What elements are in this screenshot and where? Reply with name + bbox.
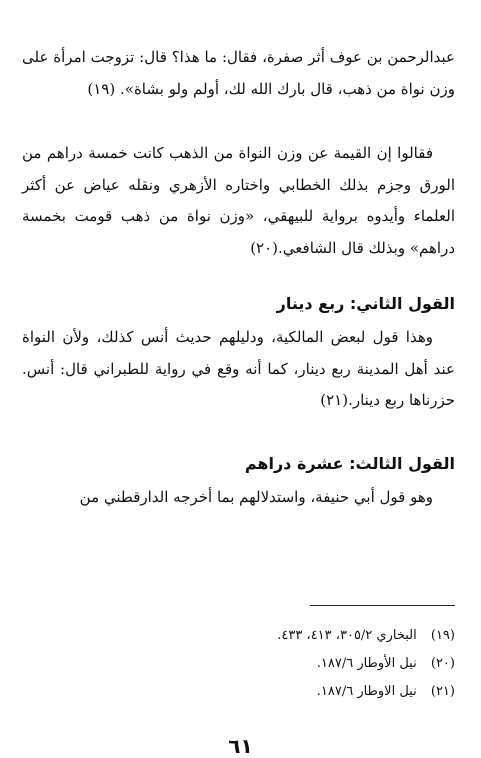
paragraph-second-opinion: وهذا قول لبعض المالكية، ودليلهم حديث أنس كذلك، ولأن النواة عند أهل المدينة ربع دينار، كما أنه وقع في رواية للطبراني قال: أنس. حزرناها ربع دينار.(٢١): [22, 328, 455, 409]
footnote-text: نيل الاوطار ١٨٧/٦.: [316, 684, 417, 699]
footnotes-list: [22, 622, 455, 706]
paragraph-1: عبدالرحمن بن عوف أثر صفرة، فقال: ما هذا؟ قال: تزوجت امرأة على وزن نواة من ذهب، قال بارك الله لك، أولم ولو بشاة». (١٩): [22, 48, 455, 98]
paragraph-2: فقالوا إن القيمة عن وزن النواة من الذهب كانت خمسة دراهم من الورق وجزم بذلك الخطابي واختاره الأزهري ونقله عياض عن أكثر العلماء وأيدوه برواية للبيهقي، «وزن نواة من ذهب قومت بخمسة دراهم» وبذلك قال الشافعي.(٢٠): [22, 144, 455, 257]
footnote-number: (١٩): [430, 628, 455, 643]
heading-third-opinion: القول الثالث: عشرة دراهم: [244, 454, 455, 473]
heading-second-opinion: القول الثاني: ربع دينار: [276, 294, 455, 313]
footnote-number: (٢١): [430, 684, 455, 699]
footnote-text: نيل الأوطار ١٨٧/٦.: [316, 656, 417, 671]
footnote-20: [22, 650, 455, 678]
footnote-separator: [310, 605, 455, 606]
paragraph-third-opinion: وهو قول أبي حنيفة، واستدلالهم بما أخرجه الدارقطني من: [79, 488, 433, 506]
footnote-number: (٢٠): [430, 656, 455, 671]
footnote-text: البخاري ٣٠٥/٢، ٤١٣، ٤٣٣.: [277, 628, 417, 643]
footnote-21: [22, 678, 455, 706]
footnote-19: [22, 622, 455, 650]
page-number: ٦١: [228, 734, 253, 758]
